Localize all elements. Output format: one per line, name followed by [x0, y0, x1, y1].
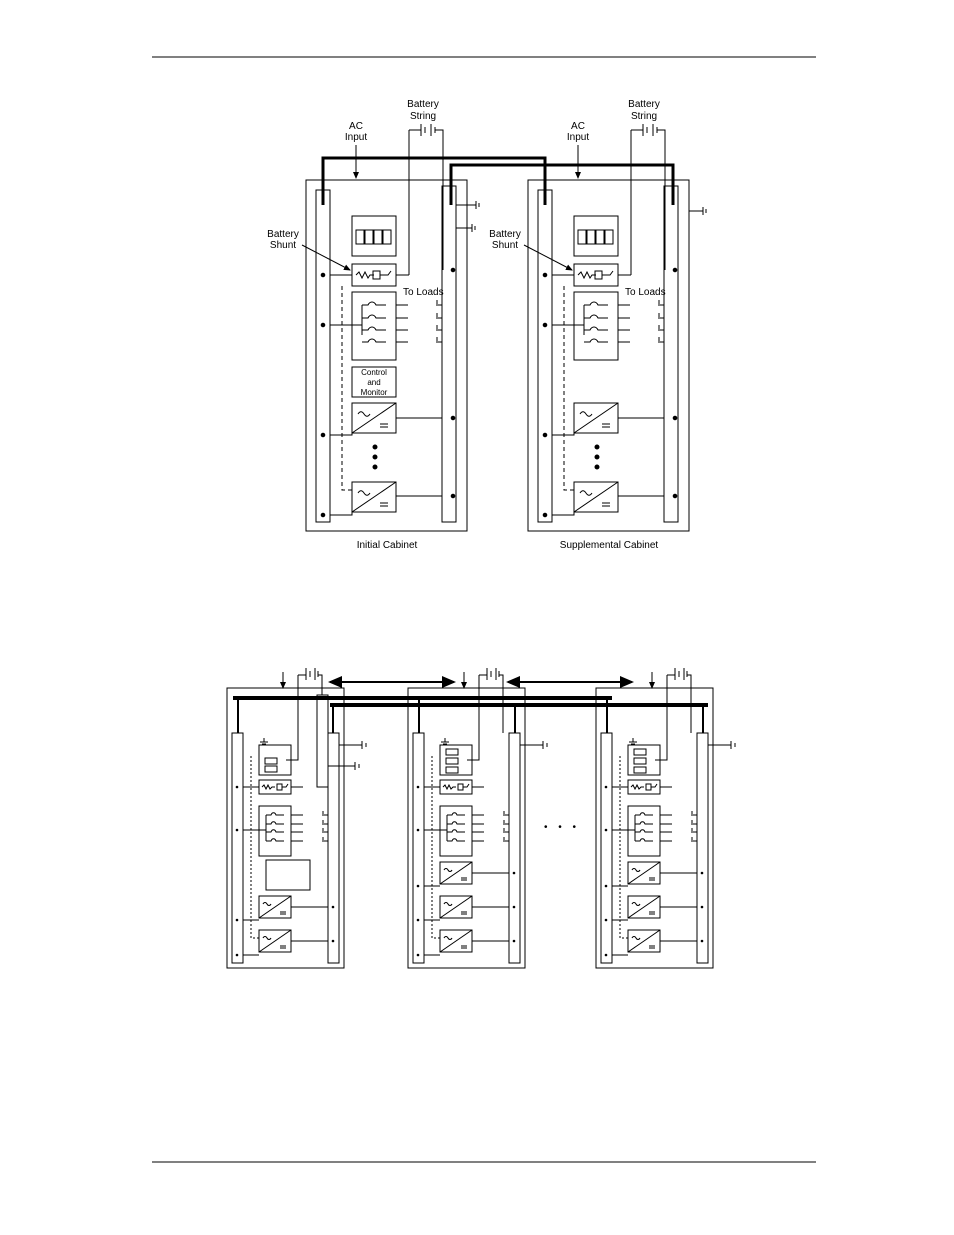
small-cabinet-2 — [408, 668, 547, 968]
interconnect-bus-b — [451, 165, 673, 205]
supplemental-cabinet — [524, 124, 706, 531]
small-cabinet-3 — [596, 668, 735, 968]
figure-2 — [227, 668, 735, 968]
initial-ac-input-label-1: AC — [349, 121, 363, 132]
supplemental-to-loads-label: To Loads — [625, 287, 666, 298]
supplemental-battery-shunt-label-1: Battery — [489, 229, 521, 240]
initial-battery-string-label-2: String — [409, 111, 437, 122]
small-cabinet-1 — [227, 668, 366, 968]
initial-ac-input-label-2: Input — [344, 132, 368, 143]
initial-cabinet-caption: Initial Cabinet — [356, 540, 418, 551]
supplemental-cabinet-caption: Supplemental Cabinet — [559, 540, 659, 551]
cabinet-ellipsis: • • • — [543, 822, 581, 833]
supplemental-ac-input-label-1: AC — [571, 121, 585, 132]
supplemental-ac-input-label-2: Input — [566, 132, 590, 143]
supplemental-battery-string-label-2: String — [630, 111, 658, 122]
initial-battery-shunt-label-2: Shunt — [269, 240, 297, 251]
figure-2-junctions — [236, 786, 704, 957]
supplemental-battery-string-label-1: Battery — [628, 99, 660, 110]
control-monitor-label-2: and — [367, 378, 381, 387]
initial-battery-shunt-label-1: Battery — [267, 229, 299, 240]
supplemental-battery-shunt-label-2: Shunt — [491, 240, 519, 251]
figure-1 — [302, 124, 706, 531]
initial-battery-string-label-1: Battery — [407, 99, 439, 110]
control-monitor-label-1: Control — [361, 368, 387, 377]
control-monitor-label-3: Monitor — [360, 388, 388, 397]
initial-to-loads-label: To Loads — [403, 287, 444, 298]
